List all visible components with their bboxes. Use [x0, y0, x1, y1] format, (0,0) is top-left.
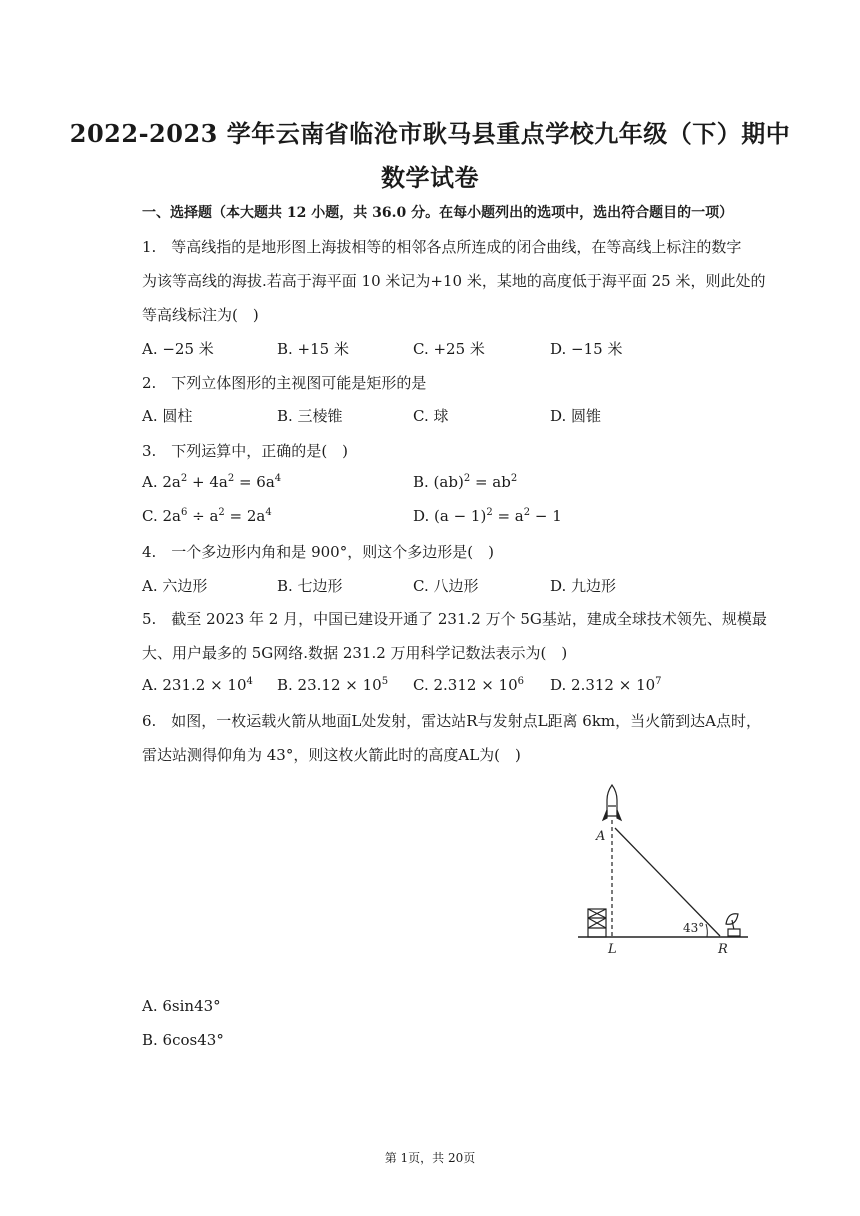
q3-option-a: A. $2a^2 + 4a^2 = 6a^4$	[142, 473, 282, 491]
q2-option-a: A. 圆柱	[142, 407, 193, 425]
q3-option-d: D. $(a - 1)^2 = a^2 - 1$	[413, 507, 562, 525]
q1-option-a: A. −25 米	[142, 340, 214, 358]
q2-option-c: C. 球	[413, 407, 449, 425]
q4-option-b: B. 七边形	[277, 577, 343, 595]
q4-option-a: A. 六边形	[142, 577, 208, 595]
q2-option-b: B. 三棱锥	[277, 407, 343, 425]
angle-arc	[706, 924, 707, 937]
page-title-line1: 2022-2023 学年云南省临沧市耿马县重点学校九年级（下）期中	[69, 119, 791, 148]
page-footer: 第 1页，共 20页	[384, 1151, 476, 1165]
rocket-icon	[603, 785, 621, 820]
q5-line1: 5. 截至 2023 年 2 月，中国已建设开通了 231.2 万个 5G基站，建成全球技术领先、规模最	[142, 610, 767, 628]
q6-option-b: B. 6cos43°	[142, 1031, 224, 1049]
page-title-line2: 数学试卷	[381, 163, 479, 192]
q1-line3: 等高线标注为( )	[142, 306, 259, 324]
q5-option-c: C. $2.312 \times 10^6$	[413, 676, 524, 694]
rocket-radar-figure	[570, 778, 755, 958]
q1-option-b: B. +15 米	[277, 340, 349, 358]
q4-option-d: D. 九边形	[550, 577, 617, 595]
q5-option-a: A. $231.2 \times 10^4$	[142, 676, 253, 694]
q2-option-d: D. 圆锥	[550, 407, 602, 425]
label-l: L	[608, 942, 617, 957]
q5-line2: 大、用户最多的 5G网络.数据 231.2 万用科学记数法表示为( )	[142, 644, 568, 662]
q4-option-c: C. 八边形	[413, 577, 479, 595]
q1-option-d: D. −15 米	[550, 340, 623, 358]
q5-option-d: D. $2.312 \times 10^7$	[550, 676, 662, 694]
q4-stem: 4. 一个多边形内角和是 900°，则这个多边形是( )	[142, 543, 494, 561]
q2-stem: 2. 下列立体图形的主视图可能是矩形的是	[142, 374, 427, 392]
q6-line1: 6. 如图，一枚运载火箭从地面L处发射，雷达站R与发射点L距离 6km，当火箭到达A点时，	[142, 712, 761, 730]
label-r: R	[718, 942, 728, 957]
q1-line2: 为该等高线的海拔.若高于海平面 10 米记为+10 米，某地的高度低于海平面 25 米，则此处的	[142, 272, 766, 290]
q5-option-b: B. $23.12 \times 10^5$	[277, 676, 389, 694]
q1-option-c: C. +25 米	[413, 340, 485, 358]
label-angle: 43°	[683, 921, 705, 935]
line-of-sight	[615, 828, 720, 936]
q3-stem: 3. 下列运算中，正确的是( )	[142, 442, 349, 460]
q3-option-b: B. $(ab)^2 = ab^2$	[413, 473, 518, 491]
q6-option-a: A. 6sin43°	[142, 997, 221, 1015]
radar-dish-icon	[726, 914, 740, 936]
label-a: A	[596, 829, 606, 844]
q3-option-c: C. $2a^6 \div a^2 = 2a^4$	[142, 507, 272, 525]
section-heading: 一、选择题（本大题共 12 小题，共 36.0 分。在每小题列出的选项中，选出符合题目的一项）	[142, 205, 734, 221]
q1-line1: 1. 等高线指的是地形图上海拔相等的相邻各点所连成的闭合曲线，在等高线上标注的数字	[142, 238, 742, 256]
q6-line2: 雷达站测得仰角为 43°，则这枚火箭此时的高度AL为( )	[142, 746, 521, 764]
launch-tower-icon	[588, 909, 606, 937]
